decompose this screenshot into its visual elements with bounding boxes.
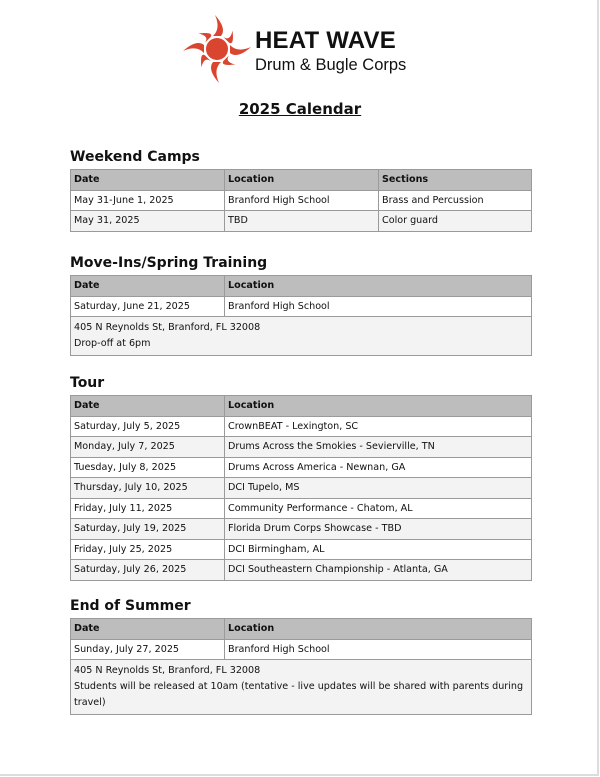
section-heading: Move-Ins/Spring Training bbox=[70, 255, 268, 271]
cell-date: Friday, July 11, 2025 bbox=[71, 498, 225, 519]
table-row bbox=[71, 190, 532, 211]
cell-location: DCI Birmingham, AL bbox=[225, 539, 532, 560]
table-row bbox=[71, 416, 532, 437]
cell-date: Sunday, July 27, 2025 bbox=[71, 639, 225, 660]
table-row bbox=[71, 478, 532, 499]
table-row bbox=[71, 296, 532, 317]
cell-sections: Brass and Percussion bbox=[379, 190, 532, 211]
column-header: Sections bbox=[379, 170, 532, 191]
table-row bbox=[71, 317, 532, 356]
cell-location: DCI Southeastern Championship - Atlanta, GA bbox=[225, 560, 532, 581]
note-line: Drop-off at 6pm bbox=[74, 338, 151, 349]
note-cell bbox=[71, 317, 532, 356]
cell-location: Branford High School bbox=[225, 639, 532, 660]
tour-table bbox=[70, 395, 532, 581]
table-row bbox=[71, 498, 532, 519]
cell-date: May 31, 2025 bbox=[71, 211, 225, 232]
end-of-summer-section bbox=[70, 598, 532, 715]
table-row bbox=[71, 437, 532, 458]
cell-date: Saturday, July 26, 2025 bbox=[71, 560, 225, 581]
column-header: Location bbox=[225, 170, 379, 191]
column-header: Date bbox=[71, 619, 225, 640]
column-header: Location bbox=[225, 396, 532, 417]
column-header: Location bbox=[225, 619, 532, 640]
table-row bbox=[71, 560, 532, 581]
note-line: 405 N Reynolds St, Branford, FL 32008 bbox=[74, 322, 261, 333]
cell-location: Florida Drum Corps Showcase - TBD bbox=[225, 519, 532, 540]
section-heading: Weekend Camps bbox=[70, 149, 200, 165]
column-header: Date bbox=[71, 170, 225, 191]
brand bbox=[255, 28, 406, 75]
table-row bbox=[71, 519, 532, 540]
cell-location: Drums Across America - Newnan, GA bbox=[225, 457, 532, 478]
cell-date: Thursday, July 10, 2025 bbox=[71, 478, 225, 499]
sun-logo-icon bbox=[181, 13, 253, 85]
org-name: HEAT WAVE bbox=[255, 27, 396, 54]
cell-location: CrownBEAT - Lexington, SC bbox=[225, 416, 532, 437]
end-of-summer-table bbox=[70, 618, 532, 715]
note-line: Students will be released at 10am (tentative - live updates will be shared with parents during travel) bbox=[74, 681, 524, 708]
table-row bbox=[71, 457, 532, 478]
cell-date: Monday, July 7, 2025 bbox=[71, 437, 225, 458]
cell-date: Friday, July 25, 2025 bbox=[71, 539, 225, 560]
column-header: Location bbox=[225, 276, 532, 297]
cell-date: May 31-June 1, 2025 bbox=[71, 190, 225, 211]
move-ins-table bbox=[70, 275, 532, 356]
section-heading: Tour bbox=[70, 375, 105, 391]
cell-date: Tuesday, July 8, 2025 bbox=[71, 457, 225, 478]
cell-location: Branford High School bbox=[225, 190, 379, 211]
weekend-camps-section bbox=[70, 149, 532, 232]
note-cell bbox=[71, 660, 532, 715]
tour-section bbox=[70, 375, 532, 581]
column-header: Date bbox=[71, 276, 225, 297]
cell-date: Saturday, June 21, 2025 bbox=[71, 296, 225, 317]
cell-sections: Color guard bbox=[379, 211, 532, 232]
page-title: 2025 Calendar bbox=[238, 100, 362, 118]
move-ins-section bbox=[70, 255, 532, 356]
table-row bbox=[71, 539, 532, 560]
cell-location: Branford High School bbox=[225, 296, 532, 317]
cell-location: Drums Across the Smokies - Sevierville, TN bbox=[225, 437, 532, 458]
table-row bbox=[71, 211, 532, 232]
note-line: 405 N Reynolds St, Branford, FL 32008 bbox=[74, 665, 261, 676]
org-subtitle: Drum & Bugle Corps bbox=[255, 56, 407, 74]
cell-date: Saturday, July 5, 2025 bbox=[71, 416, 225, 437]
cell-location: TBD bbox=[225, 211, 379, 232]
cell-location: DCI Tupelo, MS bbox=[225, 478, 532, 499]
cell-date: Saturday, July 19, 2025 bbox=[71, 519, 225, 540]
weekend-camps-table bbox=[70, 169, 532, 232]
cell-location: Community Performance - Chatom, AL bbox=[225, 498, 532, 519]
table-row bbox=[71, 660, 532, 715]
table-row bbox=[71, 639, 532, 660]
column-header: Date bbox=[71, 396, 225, 417]
section-heading: End of Summer bbox=[70, 598, 191, 614]
